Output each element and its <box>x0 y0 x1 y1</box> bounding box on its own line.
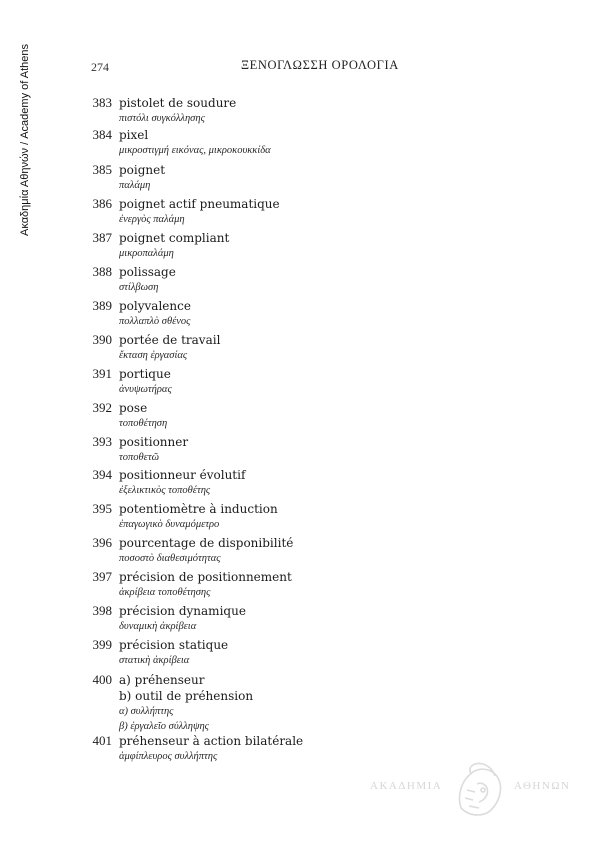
side-label: Ακαδημία Αθηνών / Academy of Athens <box>19 43 31 237</box>
entry-terms <box>119 264 176 295</box>
greek-term: ἀνυψωτήρας <box>119 384 172 395</box>
academy-watermark <box>370 760 575 820</box>
french-term: b) outil de préhension <box>119 689 254 703</box>
entry-terms <box>119 535 293 566</box>
greek-term: τοποθετῶ <box>119 452 159 463</box>
greek-term: μικροστιγμή εικόνας, μικροκουκκίδα <box>119 145 271 156</box>
entry-number: 386 <box>92 196 112 211</box>
watermark-text-right: ΑΘΗΝΩΝ <box>514 780 571 792</box>
greek-term: τοποθέτηση <box>119 418 168 429</box>
entry-number: 395 <box>92 501 112 516</box>
entry-terms <box>119 400 167 431</box>
greek-term: στατικὴ ἀκρίβεια <box>119 655 190 666</box>
french-term: polissage <box>119 265 176 279</box>
french-term: pixel <box>119 128 149 142</box>
entry-number: 399 <box>92 637 112 652</box>
entry-terms <box>119 733 303 764</box>
french-term: poignet <box>119 163 166 177</box>
french-term: a) préhenseur <box>119 673 205 687</box>
french-term: précision statique <box>119 638 229 652</box>
french-term: potentiomètre à induction <box>119 502 278 516</box>
running-title: ΞΕΝΟΓΛΩΣΣΗ ΟΡΟΛΟΓΙΑ <box>241 58 399 72</box>
entry-terms <box>119 501 278 532</box>
entry-number: 383 <box>92 95 112 110</box>
french-term: poignet compliant <box>119 231 230 245</box>
entry-terms <box>119 196 280 227</box>
entry-terms <box>119 127 271 158</box>
entry-number: 393 <box>92 434 112 449</box>
french-term: pose <box>119 401 148 415</box>
french-term: poignet actif pneumatique <box>119 197 280 211</box>
entry-terms <box>119 298 191 329</box>
watermark-text-left: ΑΚΑΔΗΜΙΑ <box>370 780 443 792</box>
entry-number: 390 <box>92 332 112 347</box>
entry-number: 392 <box>92 400 112 415</box>
entry-number: 400 <box>92 672 112 687</box>
greek-term: ἔκταση ἐργασίας <box>119 350 188 361</box>
entry-number: 389 <box>92 298 112 313</box>
greek-term: παλάμη <box>119 180 151 191</box>
greek-term: ἀμφίπλευρος συλλήπτης <box>119 751 218 762</box>
entry-terms <box>119 95 236 126</box>
french-term: précision dynamique <box>119 604 246 618</box>
greek-term: πιστόλι συγκόλλησης <box>119 113 205 124</box>
greek-term: ποσοστὸ διαθεσιμότητας <box>119 553 221 564</box>
entry-terms <box>119 366 172 397</box>
french-term: pistolet de soudure <box>119 96 237 110</box>
french-term: positionneur évolutif <box>119 468 246 482</box>
entry-number: 387 <box>92 230 112 245</box>
entry-number: 391 <box>92 366 112 381</box>
french-term: pourcentage de disponibilité <box>119 536 294 550</box>
entry-number: 384 <box>92 127 112 142</box>
entry-number: 385 <box>92 162 112 177</box>
greek-term: ἐξελικτικὸς τοποθέτης <box>119 485 211 496</box>
greek-term: πολλαπλὸ σθένος <box>119 316 191 327</box>
greek-term: β) ἐργαλεῖο σύλληψης <box>119 721 209 732</box>
french-term: portique <box>119 367 171 381</box>
athena-head-seal-icon <box>453 760 505 820</box>
entry-number: 394 <box>92 467 112 482</box>
greek-term: δυναμικὴ ἀκρίβεια <box>119 621 197 632</box>
entry-number: 398 <box>92 603 112 618</box>
entry-number: 401 <box>92 733 112 748</box>
greek-term: ἐπαγωγικὸ δυναμόμετρο <box>119 519 220 530</box>
entry-number: 397 <box>92 569 112 584</box>
greek-term: στίλβωση <box>119 282 159 293</box>
entry-number: 388 <box>92 264 112 279</box>
page-number: 274 <box>91 60 109 74</box>
entry-terms <box>119 332 220 363</box>
french-term: préhenseur à action bilatérale <box>119 734 304 748</box>
entry-terms <box>119 434 188 465</box>
entry-terms <box>119 603 246 634</box>
entry-terms <box>119 162 165 193</box>
entry-number: 396 <box>92 535 112 550</box>
french-term: positionner <box>119 435 189 449</box>
greek-term: ἐνεργὸς παλάμη <box>119 214 185 225</box>
greek-term: ἀκρίβεια τοποθέτησης <box>119 587 211 598</box>
entry-terms <box>119 569 292 600</box>
greek-term: μικροπαλάμη <box>119 248 174 259</box>
entry-terms <box>119 230 229 261</box>
entry-terms <box>119 672 253 734</box>
french-term: précision de positionnement <box>119 570 292 584</box>
entry-terms <box>119 467 245 498</box>
french-term: portée de travail <box>119 333 221 347</box>
french-term: polyvalence <box>119 299 191 313</box>
greek-term: α) συλλήπτης <box>119 706 174 717</box>
entry-terms <box>119 637 228 668</box>
